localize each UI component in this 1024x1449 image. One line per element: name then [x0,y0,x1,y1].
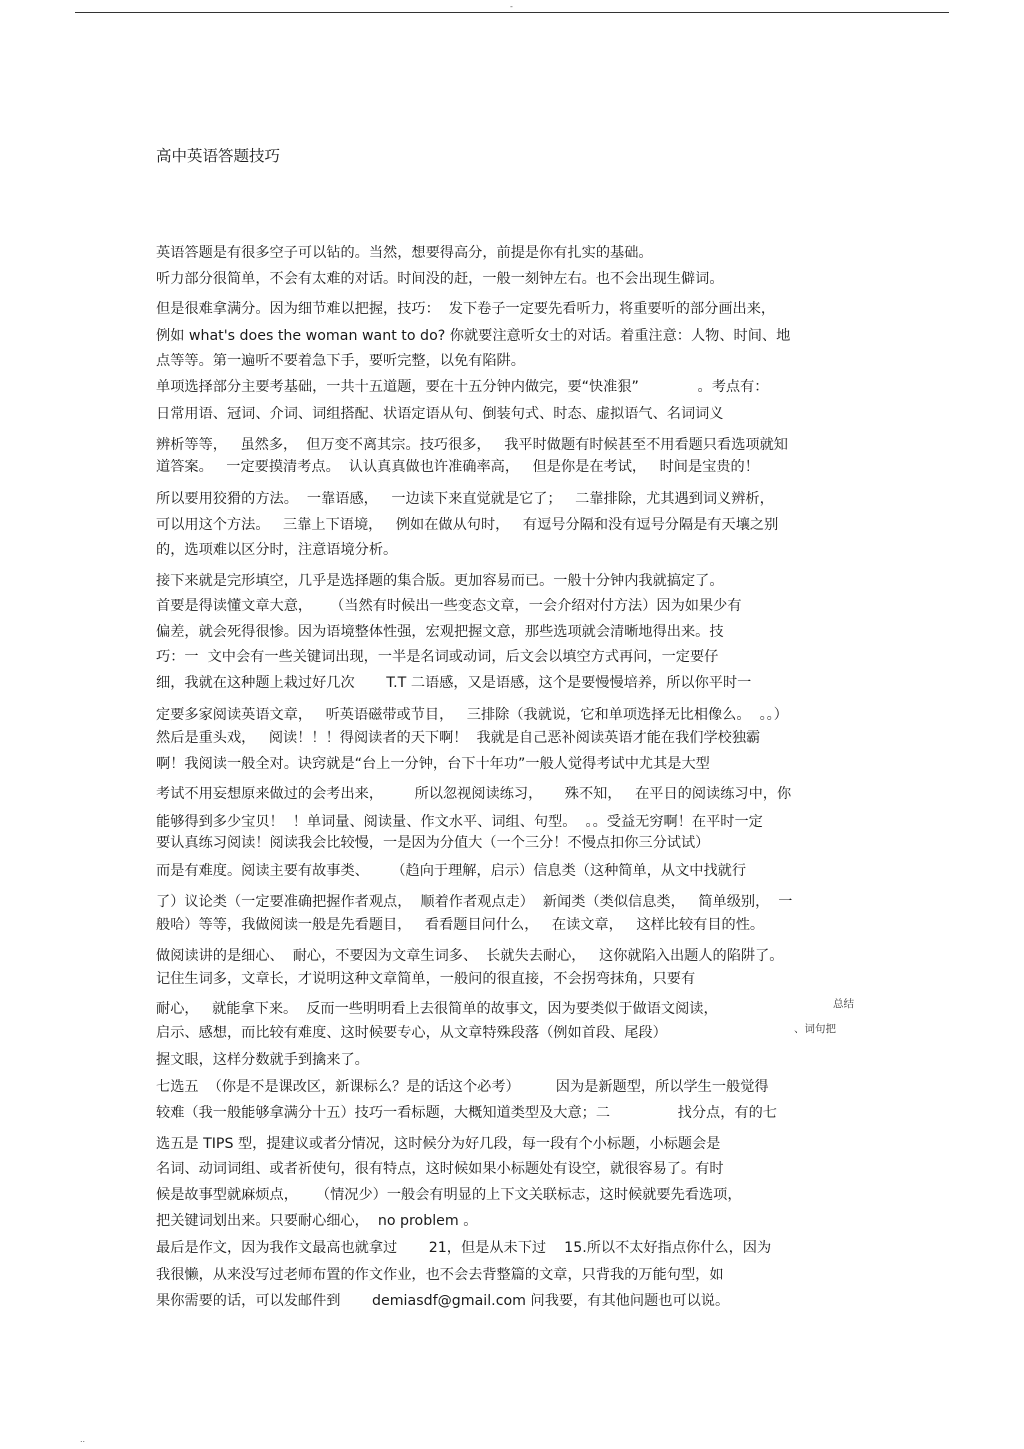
body-line: 巧：一 文中会有一些关键词出现，一半是名词或动词，后文会以填空方式再问，一定要仔 [156,649,719,665]
body-line: 选五是 TIPS 型，提建议或者分情况，这时候分为好几段，每一段有个小标题，小标题会是 [156,1136,721,1152]
body-line: 听力部分很简单，不会有太难的对话。时间没的赶，一般一刻钟左右。也不会出现生僻词。 [156,271,724,287]
body-line: 首要是得读懂文章大意， （当然有时候出一些变态文章，一会介绍对付方法）因为如果少有 [156,598,742,614]
document-title: 高中英语答题技巧 [156,147,281,165]
body-line: 耐心， 就能拿下来。 反而一些明明看上去很简单的故事文，因为要类似于做语文阅读， [156,1001,718,1017]
body-line: 能够得到多少宝贝！ ！单词量、阅读量、作文水平、词组、句型。 。。受益无穷啊！在平时一定 [156,814,763,830]
body-line: 细，我就在这种题上栽过好几次 T.T 二语感，又是语感，这个是要慢慢培养，所以你平时一 [156,675,752,691]
body-line: 啊！我阅读一般全对。诀窍就是“台上一分钟，台下十年功”一般人觉得考试中尤其是大型 [156,756,710,772]
body-line: 点等等。第一遍听不要着急下手，要听完整，以免有陷阱。 [156,353,525,369]
body-line: 接下来就是完形填空，几乎是选择题的集合版。更加容易而已。一般十分钟内我就搞定了。 [156,573,724,589]
header-rule [75,12,949,13]
body-line: 做阅读讲的是细心、 耐心，不要因为文章生词多、 长就失去耐心， 这你就陷入出题人的陷阱了。 [156,948,784,964]
body-line: 日常用语、冠词、介词、词组搭配、状语定语从句、倒装句式、时态、虚拟语气、名词词义 [156,406,724,422]
body-line: 所以要用狡猾的方法。 一靠语感， 一边读下来直觉就是它了； 二靠排除，尤其遇到词义辨析， [156,491,774,507]
body-line: 单项选择部分主要考基础，一共十五道题，要在十五分钟内做完，要“快准狠” 。考点有： [156,379,769,395]
body-line: 果你需要的话，可以发邮件到 demiasdf@gmail.com 问我要，有其他问题也可以说。 [156,1293,730,1309]
body-line: 例如 what's does the woman want to do? 你就要注意听女士的对话。着重注意：人物、时间、地 [156,328,791,344]
header-mark: - [510,2,513,11]
body-line: 了）议论类（一定要准确把握作者观点， 顺着作者观点走） 新闻类（类似信息类， 简单级别， 一 [156,894,793,910]
body-line: 握文眼，这样分数就手到擒来了。 [156,1052,369,1068]
body-line: 七选五 （你是不是课改区，新课标么？是的话这个必考） 因为是新题型，所以学生一般觉得 [156,1079,769,1095]
body-line: 英语答题是有很多空子可以钻的。当然，想要得高分，前提是你有扎实的基础。 [156,245,653,261]
body-line: 般哈）等等，我做阅读一般是先看题目， 看看题目问什么， 在读文章， 这样比较有目的性。 [156,917,765,933]
margin-note: 、词句把 [794,1023,836,1035]
body-line: 定要多家阅读英语文章， 听英语磁带或节目， 三排除（我就说，它和单项选择无比相像么。 。。） [156,707,788,723]
body-line: 名词、动词词组、或者祈使句，很有特点，这时候如果小标题处有设空，就很容易了。有时 [156,1161,724,1177]
footer-mark: .. [80,1435,86,1444]
body-line: 启示、感想，而比较有难度、这时候要专心，从文章特殊段落（例如首段、尾段） [156,1025,667,1041]
body-line: 辨析等等， 虽然多， 但万变不离其宗。技巧很多， 我平时做题有时候甚至不用看题只看选项就知 [156,437,788,453]
body-line: 候是故事型就麻烦点， （情况少）一般会有明显的上下文关联标志，这时候就要先看选项， [156,1187,742,1203]
body-line: 然后是重头戏， 阅读！！！得阅读者的天下啊！ 我就是自己恶补阅读英语才能在我们学校独霸 [156,730,761,746]
body-line: 把关键词划出来。只要耐心细心， no problem 。 [156,1213,478,1229]
body-line: 的，选项难以区分时，注意语境分析。 [156,542,398,558]
body-line: 记住生词多，文章长，才说明这种文章简单，一般问的很直接，不会拐弯抹角，只要有 [156,971,696,987]
body-line: 道答案。 一定要摸清考点。 认认真真做也许准确率高， 但是你是在考试， 时间是宝贵的！ [156,459,759,475]
body-line: 最后是作文，因为我作文最高也就拿过 21，但是从未下过 15.所以不太好指点你什么，因为 [156,1240,772,1256]
margin-note: 总结 [833,998,854,1010]
body-line: 我很懒，从来没写过老师布置的作文作业，也不会去背整篇的文章，只背我的万能句型，如 [156,1267,724,1283]
body-line: 要认真练习阅读！阅读我会比较慢，一是因为分值大（一个三分！不慢点扣你三分试试） [156,835,710,851]
body-line: 较难（我一般能够拿满分十五）技巧一看标题，大概知道类型及大意；二 找分点，有的七 [156,1105,777,1121]
body-line: 考试不用妄想原来做过的会考出来， 所以忽视阅读练习， 殊不知， 在平日的阅读练习中，你 [156,786,792,802]
body-line: 但是很难拿满分。因为细节难以把握，技巧： 发下卷子一定要先看听力，将重要听的部分画出来， [156,301,776,317]
body-line: 可以用这个方法。 三靠上下语境， 例如在做从句时， 有逗号分隔和没有逗号分隔是有天壤之别 [156,517,779,533]
body-line: 偏差，就会死得很惨。因为语境整体性强，宏观把握文意，那些选项就会清晰地得出来。技 [156,624,724,640]
body-line: 而是有难度。阅读主要有故事类、 （趋向于理解，启示）信息类（这种简单，从文中找就行 [156,863,747,879]
